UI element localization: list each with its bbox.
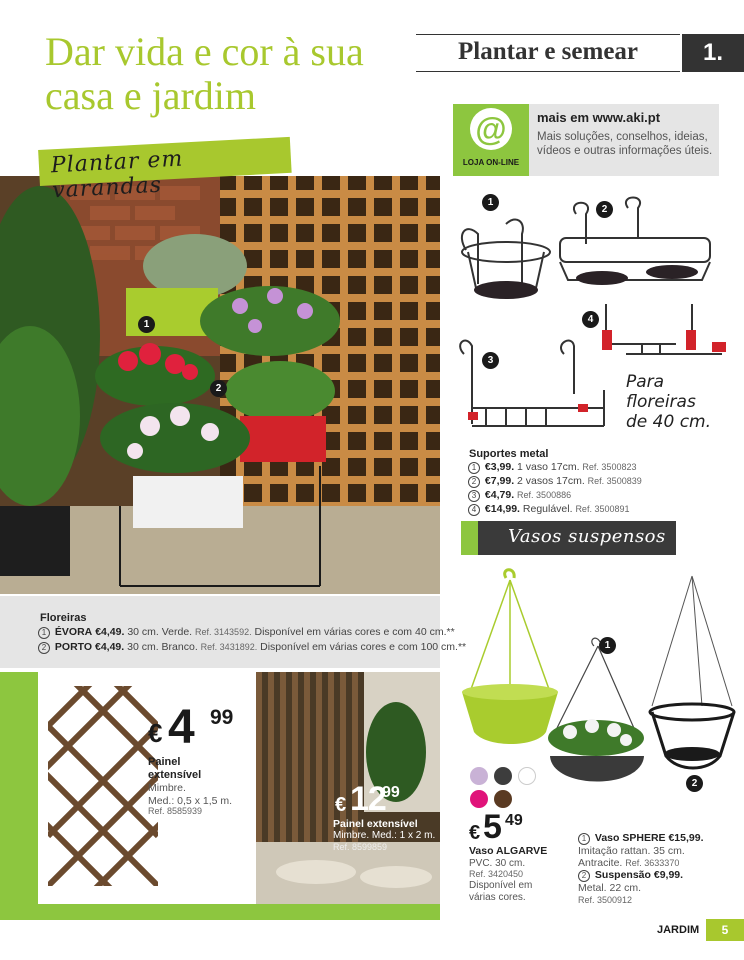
- online-desc-line-1: Mais soluções, conselhos, ideias,: [537, 131, 708, 143]
- evora-name: ÉVORA: [54, 626, 93, 638]
- suporte-2-ref: Ref. 3500839: [587, 476, 642, 486]
- support-note-line-2: floreiras: [626, 392, 696, 412]
- evora-ref: Ref. 3143592.: [195, 627, 252, 637]
- algarve-ref: Ref. 3420450: [469, 869, 524, 879]
- algarve-price-int: 5: [483, 808, 501, 846]
- num-2-icon: 2: [468, 476, 480, 488]
- num-2-icon: 2: [38, 642, 50, 654]
- evora-price: €4,49.: [95, 626, 125, 638]
- suporte-4-ref: Ref. 3500891: [575, 504, 630, 514]
- support-1-badge: 1: [482, 194, 499, 211]
- suporte-1-desc: 1 vaso 17cm.: [517, 461, 580, 473]
- swatch-brown[interactable]: [494, 790, 512, 808]
- painel-1-size: Med.: 0,5 x 1,5 m.: [148, 795, 233, 807]
- footer-section-label: JARDIM: [657, 924, 700, 936]
- suspensao-price: €9,99.: [653, 869, 684, 881]
- porto-name: PORTO: [54, 641, 93, 653]
- suporte-3-ref: Ref. 3500886: [517, 490, 572, 500]
- hanging-pots-illustration: [446, 566, 744, 806]
- painel-2-price-dec: 99: [382, 784, 400, 801]
- sphere-2-badge: 2: [686, 775, 703, 792]
- script-label-text: Plantar em varandas: [50, 146, 184, 204]
- support-4-badge: 4: [582, 311, 599, 328]
- sphere-colour: Antracite.: [578, 857, 623, 869]
- painel-1-material: Mimbre.: [148, 782, 186, 794]
- suporte-1-line: [468, 461, 636, 474]
- section-number: 1.: [682, 34, 744, 72]
- suporte-2-line: [468, 475, 642, 488]
- painel-2-desc: Mimbre. Med.: 1 x 2 m.: [333, 830, 436, 841]
- suspensao-ref: Ref. 3500912: [578, 895, 633, 905]
- num-1-icon: 1: [468, 462, 480, 474]
- painel-2-photo: [256, 672, 440, 904]
- floreira-porto-line: [38, 641, 466, 654]
- sphere-line-2: Imitação rattan. 35 cm.: [578, 845, 685, 857]
- page-number: 5: [706, 919, 744, 941]
- online-description: [537, 130, 717, 158]
- num-1-icon: 1: [578, 833, 590, 845]
- painel-2-price-int: 12: [350, 780, 386, 818]
- suspensao-name: Suspensão: [594, 869, 651, 881]
- porto-ref: Ref. 3431892.: [200, 642, 258, 652]
- support-note-line-3: de 40 cm.: [626, 412, 711, 432]
- website-link[interactable]: mais em www.aki.pt: [537, 110, 661, 125]
- algarve-desc: PVC. 30 cm.: [469, 858, 526, 869]
- suporte-1-ref: Ref. 3500823: [582, 462, 637, 472]
- num-4-icon: 4: [468, 504, 480, 516]
- num-2-icon: 2: [578, 870, 590, 882]
- suporte-1-price: €3,99.: [484, 461, 515, 473]
- suporte-4-price: €14,99.: [484, 503, 520, 515]
- painel-1-price-int: 4: [168, 701, 193, 754]
- algarve-currency: €: [469, 822, 481, 844]
- online-store-label: LOJA ON-LINE: [462, 158, 520, 167]
- sphere-line-3: [578, 857, 679, 869]
- support-2-badge: 2: [596, 201, 613, 218]
- porto-desc: 30 cm. Branco.: [127, 641, 198, 653]
- vasos-title: Vasos suspensos: [508, 526, 666, 547]
- planter-2-badge: 2: [210, 380, 227, 397]
- sphere-line-5: Metal. 22 cm.: [578, 882, 642, 894]
- painel-2-currency: €: [335, 794, 347, 816]
- support-note: [626, 372, 726, 432]
- online-desc-line-2: vídeos e outras informações úteis.: [537, 145, 713, 157]
- sphere-name: Vaso SPHERE: [594, 832, 666, 844]
- num-1-icon: 1: [38, 627, 50, 639]
- painel-2-photo-illustration: [256, 672, 440, 904]
- suportes-title: Suportes metal: [469, 448, 549, 460]
- painel-1-name: [148, 756, 248, 782]
- sphere-line-1: [578, 832, 704, 845]
- porto-note: Disponível em várias cores e com 100 cm.**: [260, 641, 467, 653]
- algarve-name: Vaso ALGARVE: [469, 845, 548, 857]
- swatch-anthracite[interactable]: [494, 767, 512, 785]
- floreira-evora-line: [38, 626, 455, 639]
- algarve-price-dec: 49: [505, 812, 523, 829]
- section-script-label: [38, 137, 292, 204]
- sphere-1-badge: 1: [599, 637, 616, 654]
- porto-price: €4,49.: [95, 641, 125, 653]
- num-3-icon: 3: [468, 490, 480, 502]
- planter-1-badge: 1: [138, 316, 155, 333]
- painel-1-price-dec: 99: [210, 706, 234, 729]
- algarve-avail-line-2: várias cores.: [469, 892, 526, 903]
- section-title: Plantar e semear: [458, 38, 639, 65]
- algarve-avail-line-1: Disponível em: [469, 880, 533, 891]
- evora-desc: 30 cm. Verde.: [127, 626, 193, 638]
- headline-line-2: casa e jardim: [45, 73, 256, 118]
- swatch-lilac[interactable]: [470, 767, 488, 785]
- suporte-4-desc: Regulável.: [522, 503, 573, 515]
- painel-2-ref: Ref. 8599859: [333, 842, 388, 852]
- suporte-3-price: €4,79.: [484, 489, 515, 501]
- sphere-line-6: [578, 894, 632, 906]
- at-sign-icon: @: [470, 108, 512, 150]
- vasos-banner-accent: [461, 521, 478, 555]
- painel-1-ref: Ref. 8585939: [148, 806, 203, 816]
- suporte-2-desc: 2 vasos 17cm.: [517, 475, 585, 487]
- floreiras-title: Floreiras: [40, 612, 87, 624]
- page-headline: [45, 30, 405, 118]
- support-note-line-1: Para: [626, 372, 665, 392]
- sphere-price: €15,99.: [668, 832, 704, 844]
- trellis-panel-illustration: [48, 686, 158, 886]
- painel-1-name-line-1: Painel: [148, 756, 181, 768]
- suporte-2-price: €7,99.: [484, 475, 515, 487]
- painel-2-name: Painel extensível: [333, 818, 418, 830]
- swatch-white[interactable]: [518, 767, 536, 785]
- suporte-4-line: [468, 503, 629, 516]
- algarve-availability: [469, 880, 549, 904]
- painel-1-name-line-2: extensível: [148, 769, 202, 781]
- painel-1-desc: [148, 782, 258, 808]
- painel-1-currency: €: [148, 718, 163, 748]
- sphere-line-4: [578, 869, 683, 882]
- suporte-3-line: [468, 489, 571, 502]
- evora-note: Disponível em várias cores e com 40 cm.**: [254, 626, 455, 638]
- support-3-badge: 3: [482, 352, 499, 369]
- headline-line-1: Dar vida e cor à sua: [45, 29, 364, 74]
- swatch-pink[interactable]: [470, 790, 488, 808]
- sphere-ref: Ref. 3633370: [625, 858, 680, 868]
